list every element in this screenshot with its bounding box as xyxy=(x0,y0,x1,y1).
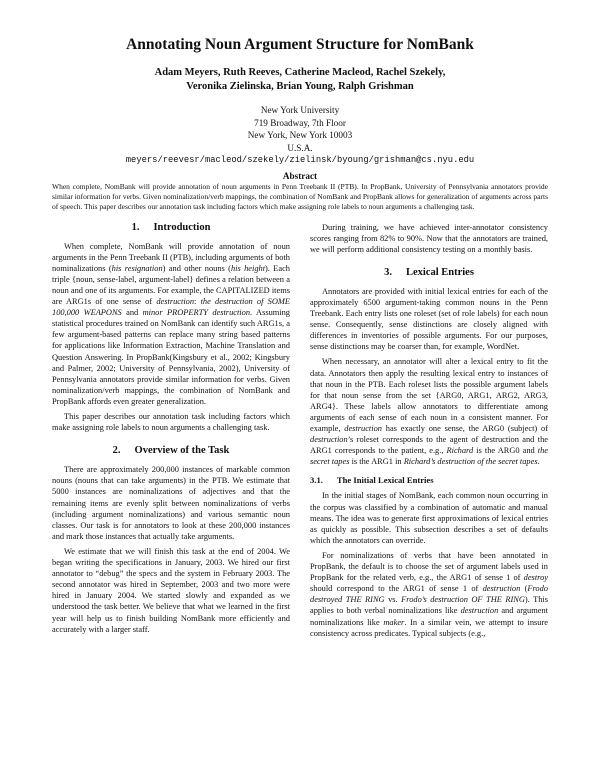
subsection-heading-initial-entries xyxy=(310,475,548,486)
text-run: When necessary, an annotator will alter a lexical entry to fit the data. Annotators then apply the resulting lexical entry to instances of that noun in the PTB. Each roleset lists the possible argument labels for that noun sense from the set {ARG0, ARG1, ARG2, ARG3, ARG4}. These labels allow annotators to differentiate among arguments of each sense of each noun in a consistent manner. For example, xyxy=(310,357,548,433)
section-title: Lexical Entries xyxy=(405,266,474,278)
text-run: When complete, NomBank will provide annotation of noun arguments in the Penn Treebank II (PTB), including arguments of both nominalizations ( xyxy=(52,241,290,273)
right-column xyxy=(310,222,548,643)
paper-title: Annotating Noun Argument Structure for NomBank xyxy=(126,36,474,53)
subsection-title: The Initial Lexical Entries xyxy=(336,475,434,486)
abstract-text: When complete, NomBank will provide annotation of noun arguments in Penn Treebank II (PTB). In PropBank, University of Pennsylvania annotators provide similar information for verbs. Given nominalization/verb mappings, the combination of NomBank and PropBank allows for generalization of arguments across parts of speech. This paper describes our annotation task including factors which make assigning role labels to noun arguments a challenging task. xyxy=(52,181,548,211)
italic-text: Richard’s destruction of the secret tapes xyxy=(403,457,538,467)
italic-text: destruction xyxy=(156,297,195,307)
italic-text: the secret tapes xyxy=(310,446,549,467)
italic-text: destruction xyxy=(310,435,348,445)
author-email: meyers/reevesr/macleod/szekely/zielinsk/byoung/grishman@cs.nyu.edu xyxy=(125,155,475,165)
text-run: should correspond to the ARG1 of sense 1 of xyxy=(310,584,483,594)
paragraph: We estimate that we will finish this task at the end of 2004. We began writing the specifications in January, 2003. We hired our first annotator to “debug” the specs and the system in February 2003. The second annotator was hired in September, 2003 and two more were hired in January 2004. We started slowly and expanded as we understood the task better. We believe that what we learned in the first year will help us to finish building NomBank more efficiently and accurately with a larger staff. xyxy=(52,546,290,634)
text-run: and argument nominalizations like xyxy=(310,606,548,627)
section-number: 1. xyxy=(131,221,140,233)
section-number: 2. xyxy=(112,445,121,457)
affiliation-line-3: New York, New York 10003 xyxy=(247,130,353,140)
affiliation-line-2: 719 Broadway, 7th Floor xyxy=(254,117,346,128)
text-run: . In a similar vein, we attempt to insure consistency across predicates. Typical subjects (e.g., xyxy=(310,617,548,638)
text-run: is the ARG1 in xyxy=(349,457,404,467)
paragraph: This paper describes our annotation task including factors which make assigning role labels to noun arguments a challenging task. xyxy=(52,412,290,433)
section-heading-overview xyxy=(52,445,290,456)
paragraph: In the initial stages of NomBank, each common noun occurring in the corpus was classified by a combination of automatic and manual means. The idea was to generate first approximations of lexical entries as quickly as possible. This subsection describes a set of defaults which the annotators can override. xyxy=(310,491,548,545)
text-run: ) and other nouns ( xyxy=(162,263,231,273)
affiliation-line-1: New York University xyxy=(260,105,340,115)
text-run: has exactly one sense, the ARG0 (subject) of xyxy=(381,424,548,433)
affiliation xyxy=(52,104,548,167)
text-run: . Assuming statistical procedures trained on NomBank can identify such ARG1s, a few argument-based patterns can replace many string based patterns for applications like Information Extraction, Machine Translation and Question Answering. In PropBank(Kingsbury et al., 2002; Kingsbury and Palmer, 2002; University of Pennsylvania, 2002), University of Pennsylvania annotators provide similar information for verbs. Given nominalization/verb mappings, the combination of NomBank and PropBank affords even greater generalization. xyxy=(52,308,290,406)
abstract-heading: Abstract xyxy=(282,170,318,181)
authors-line-2: Veronika Zielinska, Brian Young, Ralph Grishman xyxy=(186,81,414,92)
text-run: ’s roleset corresponds to the agent of destruction and the ARG1 corresponds to the patient, e.g., xyxy=(310,435,548,456)
italic-text: Richard xyxy=(446,446,474,456)
text-run: and xyxy=(121,308,143,318)
paragraph xyxy=(52,241,290,407)
italic-text: destroy xyxy=(523,573,548,583)
italic-text: destruction xyxy=(460,606,499,616)
text-run: For nominalizations of verbs that have been annotated in PropBank, the default is to choose the set of argument labels used in PropBank for the related verb, e.g., the ARG1 of sense 1 of xyxy=(310,550,548,583)
text-run: ( xyxy=(520,584,528,594)
italic-text: maker xyxy=(383,617,405,627)
paragraph xyxy=(310,356,548,467)
text-run: . xyxy=(537,457,540,467)
left-column xyxy=(52,222,290,643)
italic-text: Frodo destroyed THE RING xyxy=(310,584,548,605)
body-columns xyxy=(52,222,548,643)
section-number: 3. xyxy=(384,266,392,278)
paragraph: There are approximately 200,000 instances of markable common nouns (nouns that can take arguments) in the PTB. We estimate that 5000 instances are nominalizations of adjectives and that the remaining items are evenly split between nominalizations of verbs (including argument nominalizations) and various semantic noun classes. Our task is for annotators to look at these 200,000 instances and mark those instances that actually take arguments. xyxy=(52,465,290,541)
italic-text: destruction xyxy=(482,584,521,594)
italic-text: the destruction of SOME 100,000 WEAPONS xyxy=(52,297,290,318)
italic-text: Frodo’s destruction OF THE RING xyxy=(401,595,525,605)
paragraph xyxy=(310,550,548,639)
section-heading-introduction xyxy=(52,222,290,233)
text-run: : xyxy=(194,297,201,307)
section-title: Introduction xyxy=(153,221,211,233)
affiliation-line-4: U.S.A. xyxy=(287,142,313,153)
subsection-number: 3.1. xyxy=(310,475,323,486)
text-run: ). This applies to both verbal nominalizations like xyxy=(310,595,549,616)
section-title: Overview of the Task xyxy=(134,445,230,457)
section-heading-lexical-entries xyxy=(310,267,548,278)
italic-text: minor PROPERTY destruction xyxy=(142,308,251,318)
author-list xyxy=(52,66,548,94)
italic-text: his resignation xyxy=(111,263,163,273)
text-run: is the ARG0 and xyxy=(473,446,538,456)
text-run: ). Each triple {noun, sense-label, argument-label} defines a relation between a noun and one of its arguments. For example, the CAPITALIZED items are ARG1s of one sense of xyxy=(52,263,290,307)
paragraph: Annotators are provided with initial lexical entries for each of the approximately 6500 argument-taking common nouns in the Penn Treebank. Each entry lists one roleset (set of role labels) for each noun sense. Consequently, sense distinctions are closely aligned with differences in inventories of possible arguments. For our purposes, sense distinctions may be coarser than, for example, WordNet. xyxy=(310,286,548,352)
italic-text: destruction xyxy=(344,424,382,433)
authors-line-1: Adam Meyers, Ruth Reeves, Catherine Macleod, Rachel Szekely, xyxy=(154,67,446,78)
paragraph: During training, we have achieved inter-annotator consistency scores ranging from 82% to 90%. Now that the annotators are trained, we will perform additional consistency testing on a monthly basis. xyxy=(310,222,548,254)
text-run: vs. xyxy=(384,595,402,605)
italic-text: his height xyxy=(230,263,266,273)
